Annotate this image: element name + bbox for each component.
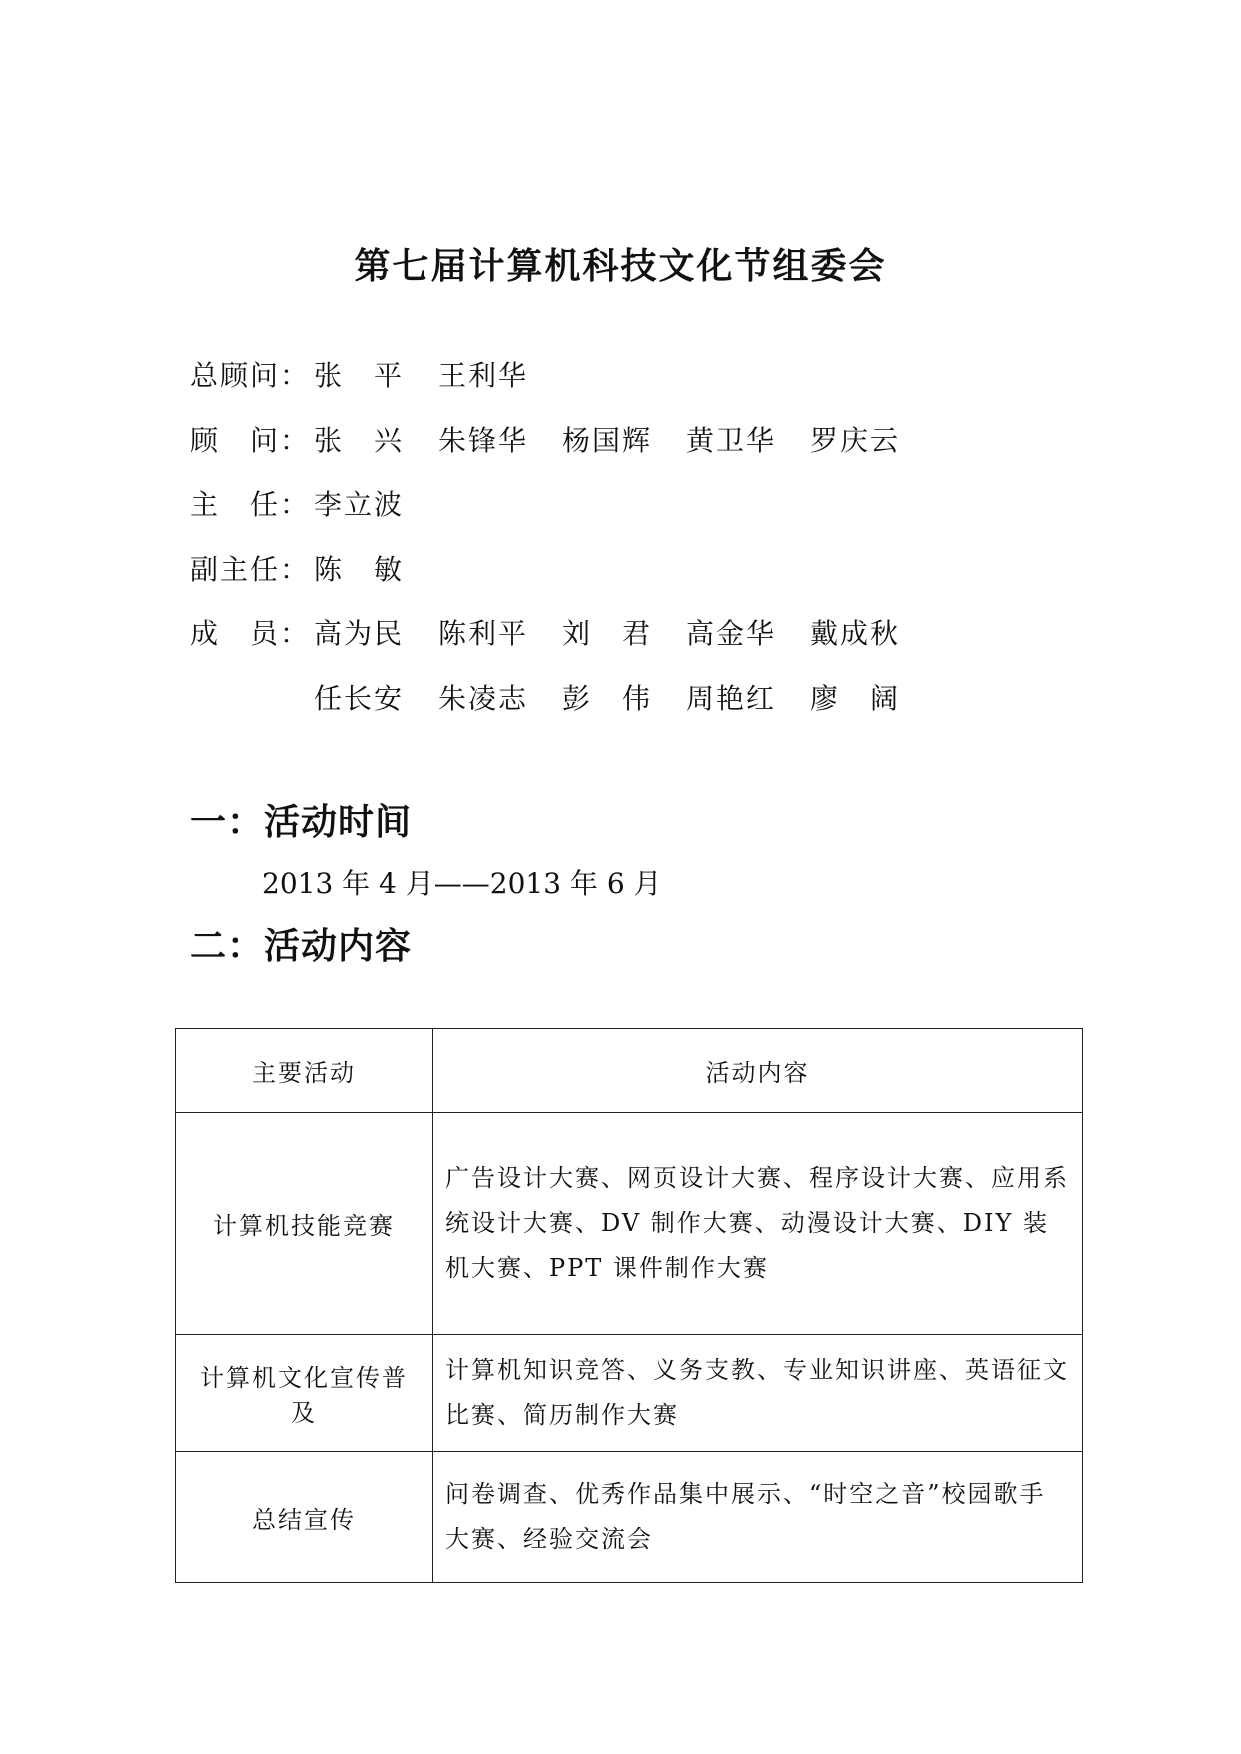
committee-name: 张 兴 [314,424,405,457]
committee-name: 王利华 [438,359,529,392]
committee-label: 总顾问： [190,359,311,392]
committee-row-deputy-director [190,550,438,590]
committee-name: 高金华 [686,617,777,650]
section-heading-activity-content: 二：活动内容 [190,926,413,967]
committee-row-director [190,485,438,525]
committee-name: 陈利平 [438,617,529,650]
table-header-content: 活动内容 [433,1029,1083,1113]
table-cell-activity: 总结宣传 [176,1452,433,1583]
activity-time-text: 2013 年 4 月——2013 年 6 月 [262,867,662,900]
activity-table [175,1028,1083,1583]
committee-name: 罗庆云 [810,424,901,457]
committee-label: 主 任： [190,488,311,521]
table-cell-activity: 计算机技能竞赛 [176,1113,433,1335]
committee-name: 刘 君 [562,617,653,650]
committee-name: 杨国辉 [562,424,653,457]
committee-name: 张 平 [314,359,405,392]
table-row [176,1452,1083,1583]
committee-name: 周艳红 [686,682,777,715]
document-title: 第七届计算机科技文化节组委会 [354,246,887,287]
committee-name: 戴成秋 [810,617,901,650]
committee-row-members [190,614,934,654]
table-row [176,1335,1083,1452]
committee-name: 朱锋华 [438,424,529,457]
committee-name: 黄卫华 [686,424,777,457]
committee-name: 任长安 [314,682,405,715]
table-header-row [176,1029,1083,1113]
committee-row-advisor [190,421,934,461]
table-row [176,1113,1083,1335]
section-heading-activity-time: 一：活动时间 [190,802,413,843]
table-cell-content: 计算机知识竞答、义务支教、专业知识讲座、英语征文比赛、简历制作大赛 [433,1335,1083,1452]
table-cell-activity: 计算机文化宣传普及 [176,1335,433,1452]
table-header-activity: 主要活动 [176,1029,433,1113]
committee-name: 李立波 [314,488,405,521]
table-cell-content: 问卷调查、优秀作品集中展示、“时空之音”校园歌手大赛、经验交流会 [433,1452,1083,1583]
committee-name: 朱凌志 [438,682,529,715]
committee-row-chief-advisor [190,356,562,396]
committee-name: 高为民 [314,617,405,650]
committee-label: 成 员： [190,617,311,650]
committee-name: 彭 伟 [562,682,653,715]
committee-name: 陈 敏 [314,553,405,586]
committee-label: 顾 问： [190,424,311,457]
committee-row-members-continued [190,679,934,719]
committee-name: 廖 阔 [810,682,901,715]
committee-label: 副主任： [190,553,311,586]
table-cell-content: 广告设计大赛、网页设计大赛、程序设计大赛、应用系统设计大赛、DV 制作大赛、动漫设计大赛、DIY 装机大赛、PPT 课件制作大赛 [433,1113,1083,1335]
